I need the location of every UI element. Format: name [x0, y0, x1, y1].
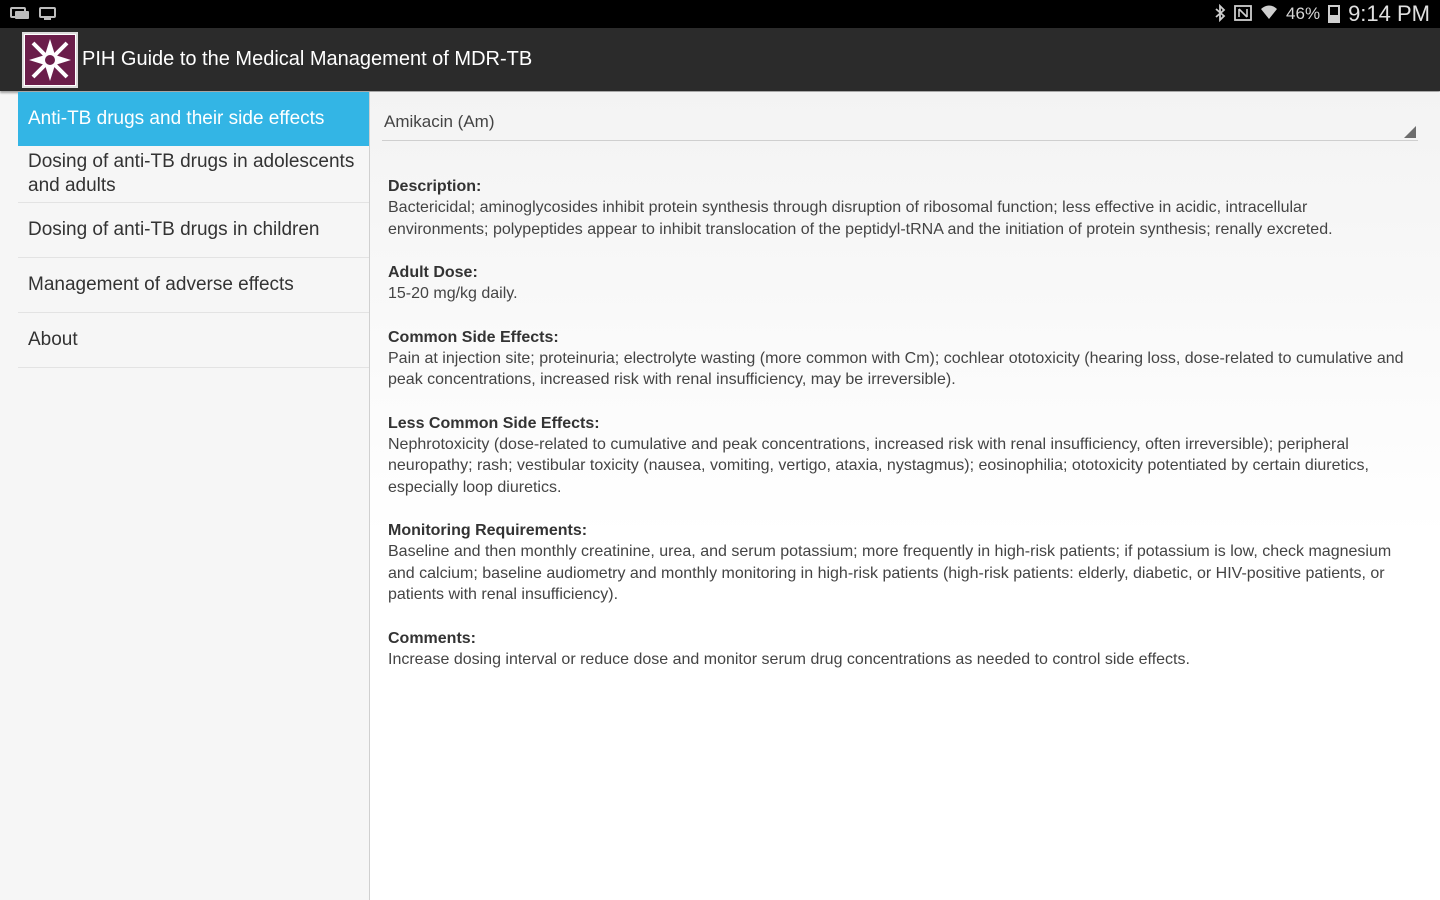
notification-icon — [10, 6, 30, 23]
description-section — [388, 176, 1408, 240]
nfc-icon — [1234, 5, 1252, 24]
section-text: Bactericidal; aminoglycosides inhibit protein synthesis through disruption of ribosomal function; less effective in acidic, intracellular environments; polypeptides appear to inhibit translocation of the peptidyl-tRNA and the initiation of protein synthesis; renally excreted. — [388, 199, 1333, 238]
less-common-side-effects-section — [388, 413, 1408, 499]
section-label: Common Side Effects: — [388, 328, 559, 346]
status-bar-right — [1214, 1, 1430, 27]
battery-percent: 46% — [1286, 4, 1321, 23]
app-logo-icon[interactable] — [22, 32, 78, 88]
detail-pane — [370, 92, 1440, 900]
common-side-effects-section — [388, 327, 1408, 391]
section-label: Adult Dose: — [388, 264, 478, 281]
section-label: Comments: — [388, 629, 477, 647]
sidebar-item-dosing-children[interactable] — [18, 203, 369, 258]
monitoring-requirements-section — [388, 520, 1408, 606]
clock: 9:14 PM — [1348, 1, 1430, 26]
sidebar-item-anti-tb-drugs[interactable] — [18, 92, 369, 146]
dropdown-arrow-icon — [1404, 126, 1416, 138]
section-label: Description: — [388, 178, 482, 195]
battery-icon — [1328, 5, 1340, 23]
app-title: PIH Guide to the Medical Management of MDR-TB — [82, 48, 533, 70]
section-text: 15-20 mg/kg daily. — [388, 285, 518, 302]
section-text: Increase dosing interval or reduce dose and monitor serum drug concentrations as needed to control side effects. — [388, 650, 1190, 668]
sidebar-nav — [18, 92, 369, 900]
sidebar-item-label: Anti-TB drugs and their side effects — [28, 108, 325, 129]
status-bar-left — [10, 6, 58, 23]
bluetooth-icon — [1214, 4, 1226, 25]
sidebar-item-label: Management of adverse effects — [28, 274, 294, 295]
wifi-icon — [1260, 4, 1278, 25]
drug-selector-dropdown[interactable] — [382, 104, 1418, 141]
sidebar-item-label: About — [28, 329, 78, 350]
section-label: Less Common Side Effects: — [388, 414, 600, 432]
section-label: Monitoring Requirements: — [388, 522, 588, 539]
sidebar-item-dosing-adults[interactable] — [18, 146, 369, 203]
sidebar-item-label: Dosing of anti-TB drugs in children — [28, 219, 320, 240]
adult-dose-section — [388, 262, 1408, 305]
section-text: Baseline and then monthly creatinine, urea, and serum potassium; more frequently in high-risk patients; if potassium is low, check magnesium and calcium; baseline audiometry and monthly monitoring in high-risk patients (high-risk patients: elderly, diabetic, or HIV-positive patients, or patients with renal insufficiency). — [388, 543, 1392, 603]
section-text: Pain at injection site; proteinuria; electrolyte wasting (more common with Cm); cochlear ototoxicity (hearing loss, dose-related to cumulative and peak concentrations, increased risk with renal insufficiency, may be irreversible). — [388, 349, 1404, 388]
drug-details — [388, 176, 1408, 692]
sidebar-item-adverse-effects[interactable] — [18, 258, 369, 313]
status-bar — [0, 0, 1440, 28]
action-bar — [0, 28, 1440, 91]
comments-section — [388, 628, 1408, 671]
sidebar-item-about[interactable] — [18, 313, 369, 368]
cast-icon — [38, 6, 58, 23]
drug-selector-value: Amikacin (Am) — [384, 112, 495, 131]
section-text: Nephrotoxicity (dose-related to cumulative and peak concentrations, increased risk with renal insufficiency, often irreversible); peripheral neuropathy; rash; vestibular toxicity (nausea, vomiting, vertigo, ataxia, nystagmus); eosinophilia; ototoxicity potentiated by certain diuretics, especially loop diuretics. — [388, 435, 1369, 496]
sidebar-item-label: Dosing of anti-TB drugs in adolescents and adults — [28, 151, 355, 196]
